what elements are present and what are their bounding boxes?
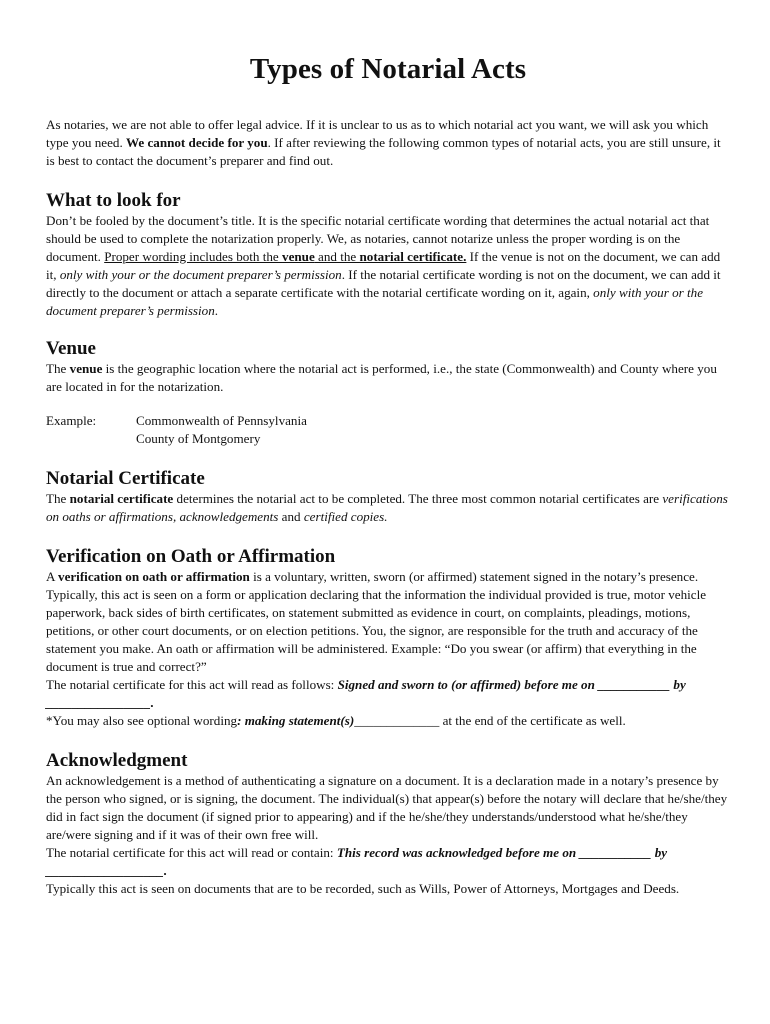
verification-cert-text: The notarial certificate for this act will read as follows: [46,677,338,692]
acknowledgment-cert-text: The notarial certificate for this act will read or contain: [46,845,337,860]
certificate-bold: notarial certificate [69,491,174,506]
venue-paragraph [46,360,730,396]
example-label: Example: [46,413,97,428]
look-italic-1: only with your or the document preparer’s permission [59,267,342,282]
verification-section [46,568,730,730]
look-text-3: . If the notarial certificate wording is not on the document, we can add it directly to the document or attach a separate certificate with the notarial certificate wording on it, again, [46,267,721,300]
acknowledgment-section [46,772,730,898]
notarial-certificate-paragraph [46,490,730,526]
optional-text: *You may also see optional wording [46,713,238,728]
verification-paragraph [46,568,730,676]
venue-example [46,412,730,448]
venue-bold: venue [69,361,103,376]
section-heading-acknowledgment: Acknowledgment [46,750,188,771]
certificate-text-2: determines the notarial act to be completed. The three most common notarial certificates are [173,491,663,506]
intro-text: As notaries, we are not able to offer legal advice. If it is unclear to us as to which notarial act you want, we will ask you which type you need. [46,117,709,150]
verification-certificate-wording [46,676,730,712]
look-text-4: . [214,303,219,318]
section-heading-notarial-certificate: Notarial Certificate [46,468,205,489]
look-underline-1: Proper wording includes both the [104,249,283,264]
verification-text-2: is a voluntary, written, sworn (or affirmed) statement signed in the notary’s presence. Typically, this act is seen on a form or application declaring that the information the individual provided is true, motor vehicle paperwork, back sides of birth certificates, on statement submitted as evidence in court, on complaints, pleadings, motions, petitions, or other court documents, or on election petitions. You, the signor, are responsible for the truth and accuracy of the statement you make. An oath or affirmation will be administered. Example: “Do you swear (or affirm) that everything in the document is true and correct?” [46,569,707,674]
section-heading-venue: Venue [46,338,96,359]
certificate-italic-1: verifications on oaths or affirmations, acknowledgements [46,491,728,524]
venue-text-2: is the geographic location where the notarial act is performed, i.e., the state (Commonwealth) and County where you are located in for the notarization. [46,361,717,394]
intro-text-end: . If after reviewing the following common types of notarial acts, you are still unsure, it is best to contact the document’s preparer and find out. [46,135,721,168]
certificate-italic-2: certified copies. [303,509,388,524]
look-underline-venue: venue [282,249,315,264]
section-heading-verification: Verification on Oath or Affirmation [46,546,336,567]
acknowledgment-cert-bold-italic: This record was acknowledged before me on ___________ by __________________. [46,845,668,878]
example-line-county: County of Montgomery [136,431,261,446]
certificate-text-3: and [278,509,304,524]
look-underline-2: and the [314,249,360,264]
example-lines [136,412,307,448]
look-underline-certificate: notarial certificate. [359,249,467,264]
acknowledgment-usage: Typically this act is seen on documents that are to be recorded, such as Wills, Power of Attorneys, Mortgages and Deeds. [46,881,680,896]
intro-emphasis: We cannot decide for you [126,135,268,150]
optional-blank: _____________ [354,713,440,728]
what-to-look-for-paragraph [46,212,730,320]
verification-cert-bold-italic: Signed and sworn to (or affirmed) before me on ___________ by ________________. [46,677,686,710]
example-line-state: Commonwealth of Pennsylvania [136,413,307,428]
verification-text-1: A [46,569,59,584]
optional-bold-italic: : making statement(s) [237,713,355,728]
optional-end: at the end of the certificate as well. [439,713,626,728]
look-text-1: Don’t be fooled by the document’s title. It is the specific notarial certificate wording that determines the actual notarial act that should be used to complete the notarization properly. We, as notaries, cannot notarize unless the proper wording is on the document. [46,213,710,264]
acknowledgment-certificate-wording [46,844,730,880]
page-title: Types of Notarial Acts [249,53,527,85]
acknowledgment-paragraph: An acknowledgement is a method of authenticating a signature on a document. It is a declaration made in a notary’s presence by the person who signed, or is signing, the document. The individual(s) that appear(s) before the notary will declare that he/she/they did in fact sign the document (if signed prior to appearing) and if the he/she/they understands/understood what he/she/they are/were signing and if it was of their own free will. [46,773,728,842]
look-text-2: If the venue is not on the document, we can add it, [46,249,721,282]
document-page [46,44,730,898]
venue-text-1: The [46,361,70,376]
intro-paragraph [46,116,730,170]
certificate-text-1: The [46,491,70,506]
proper-wording-underlined [104,249,466,264]
section-heading-what-to-look-for: What to look for [46,190,181,211]
look-italic-2: only with your or the document preparer’s permission [46,285,704,318]
verification-bold: verification on oath or affirmation [58,569,250,584]
verification-optional-wording [46,712,730,730]
